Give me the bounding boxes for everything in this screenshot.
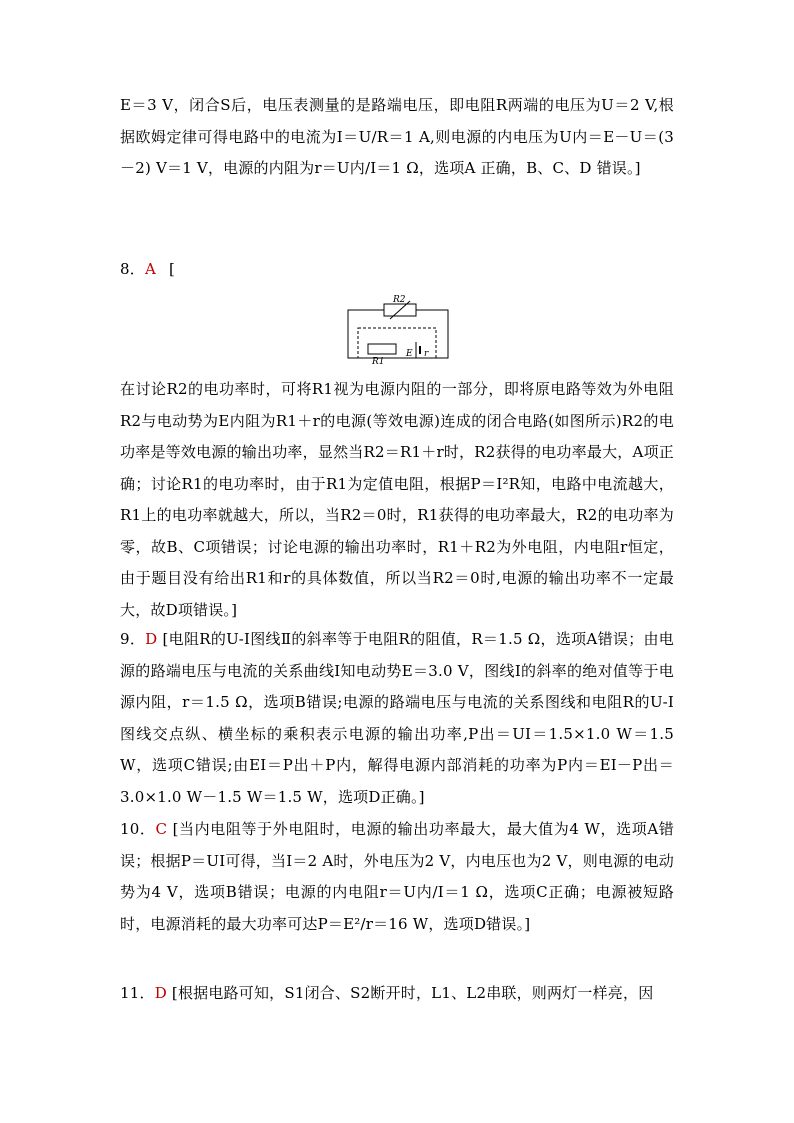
question-number: 10． [120, 820, 156, 838]
answer-11 [120, 978, 674, 1010]
answer-8-header [120, 254, 674, 286]
answer-letter: C [155, 820, 168, 838]
circuit-diagram [344, 288, 454, 364]
answer-letter: D [154, 984, 167, 1002]
label-e: E [406, 349, 413, 359]
answer-7-continuation [120, 90, 674, 185]
paragraph-text: 在讨论R2的电功率时，可将R1视为电源内阻的一部分，即将原电路等效为外电阻R2与电动势为E内阻为R1＋r的电源(等效电源)连成的闭合电路(如图所示)R2的电功率是等效电源的输出功率，显然当R2＝R1＋r时，R2获得的电功率最大，A项正确；讨论R1的电功率时，由于R1为定值电阻，根据P＝I²R知，电路中电流越大，R1上的电功率就越大，所以，当R2＝0时，R1获得的电功率最大，R2的电功率为零，故B、C项错误；讨论电源的输出功率时，R1＋R2为外电阻，内电阻r恒定，由于题目没有给出R1和r的具体数值，所以当R2＝0时,电源的输出功率不一定最大，故D项错误。] [120, 380, 674, 619]
label-r: r [424, 349, 429, 359]
answer-8-body [120, 374, 674, 626]
answer-letter: D [145, 630, 158, 648]
label-r2: R2 [393, 295, 406, 305]
paragraph-text: [根据电路可知，S1闭合、S2断开时，L1、L2串联，则两灯一样亮，因 [171, 984, 654, 1002]
paragraph-text: E＝3 V，闭合S后，电压表测量的是路端电压，即电阻R两端的电压为U＝2 V,根据欧姆定律可得电路中的电流为I＝U/R＝1 A,则电源的内电压为U内＝E－U＝(3 －2) V＝1 V，电源的内阻为r＝U内/I＝1 Ω，选项A 正确，B、C、D 错误。] [120, 96, 674, 177]
outer-wire [348, 310, 448, 358]
paragraph-text: [电阻R的U-I图线Ⅱ的斜率等于电阻R的阻值，R＝1.5 Ω，选项A错误；由电源的路端电压与电流的关系曲线Ⅰ知电动势E＝3.0 V，图线Ⅰ的斜率的绝对值等于电源内阻，r＝1.5 Ω，选项B错误;电源的路端电压与电流的关系图线和电阻R的U-I图线交点纵、横坐标的乘积表示电源的输出功率,P出＝UI＝1.5×1.0 W＝1.5 W，选项C错误;由EI＝P出＋P内，解得电源内部消耗的功率为P内＝EI－P出＝3.0×1.0 W－1.5 W＝1.5 W，选项D正确。] [120, 630, 675, 806]
question-number: 11． [120, 984, 155, 1002]
question-number: 8． [120, 260, 145, 278]
answer-10 [120, 814, 674, 940]
paragraph-text: [ [168, 260, 176, 278]
question-number: 9． [120, 630, 146, 648]
paragraph-text: [当内电阻等于外电阻时，电源的输出功率最大，最大值为4 W，选项A错误；根据P＝UI可得，当I＝2 A时，外电压为2 V，内电压也为2 V，则电源的电动势为4 V，选项B错误；电源的内电阻r＝U内/I＝1 Ω，选项C正确；电源被短路时，电源消耗的最大功率可达P＝E²/r＝16 W，选项D错误。] [120, 820, 675, 933]
circuit-svg [344, 288, 454, 364]
answer-9 [120, 624, 674, 813]
resistor-r1 [368, 344, 396, 354]
answer-letter: A [144, 260, 156, 278]
label-r1: R1 [372, 357, 385, 364]
